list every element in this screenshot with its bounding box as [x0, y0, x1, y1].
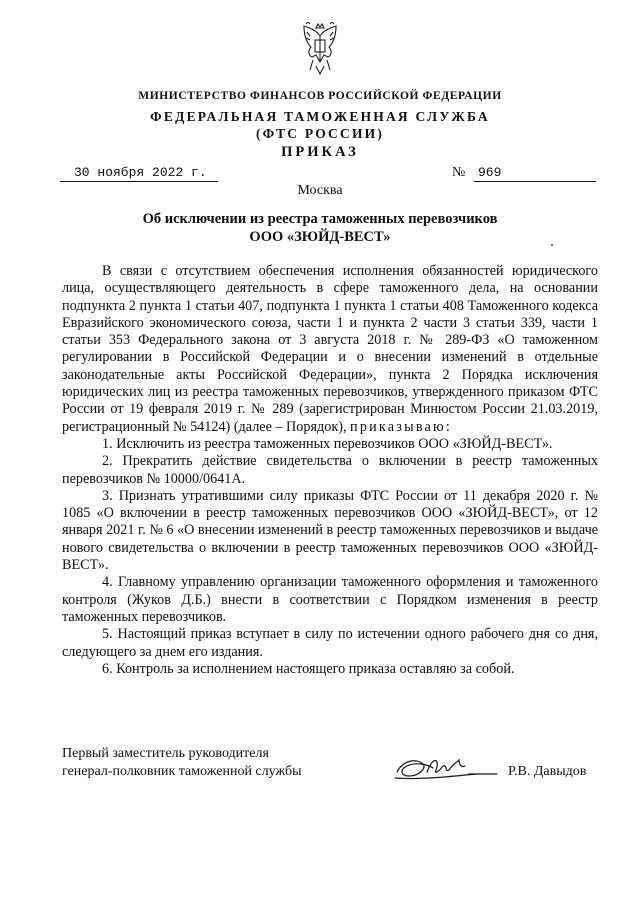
coat-of-arms-icon: [298, 22, 342, 76]
order-item-6: 6. Контроль за исполнением настоящего приказа оставляю за собой.: [102, 660, 515, 677]
order-item-3: 3. Признать утратившими силу приказы ФТС России от 11 декабря 2020 г. № 1085 «О включении в реестр таможенных перевозчиков ООО «ЗЮЙД-ВЕСТ», от 12 января 2021 г. № 6 «О внесении изменений в реестр таможенных перевозчиков и выдаче нового свидетельства о включении в реестр таможенных перевозчиков ООО «ЗЮЙД-ВЕСТ».: [62, 487, 598, 574]
order-item-4: 4. Главному управлению организации таможенного оформления и таможенного контроля (Жуков Д.Б.) внести в соответствии с Порядком изменения в реестр таможенных перевозчиков.: [62, 574, 598, 625]
signer-position: [62, 745, 301, 781]
signer-name: Р.В. Давыдов: [508, 764, 587, 779]
service-title: [0, 108, 640, 142]
service-abbr: (ФТС РОССИИ): [255, 126, 385, 141]
signer-position-line-2: генерал-полковник таможенной службы: [62, 764, 302, 779]
handwritten-signature: [393, 750, 501, 784]
document-body: [62, 263, 598, 678]
document-date: 30 ноября 2022 г.: [60, 165, 218, 182]
intro-paragraph: [62, 263, 598, 436]
subject-line-2: ООО «ЗЮЙД-ВЕСТ»: [249, 229, 391, 245]
intro-text: В связи с отсутствием обеспечения исполнения обязанностей юридического лица, осуществляющего деятельность в сфере таможенного дела, на основании подпункта 2 пункта 1 статьи 407, подпункта 1 пункта 1 статьи 408 Таможенного кодекса Евразийского экономического союза, части 1 и пункта 2 части 3 статьи 339, части 1 статьи 353 Федерального закона от 3 августа 2018 г. № 289-ФЗ «О таможенном регулировании в Российской Федерации и о внесении изменений в отдельные законодательные акты Российской Федерации», пункта 2 Порядка исключения юридических лиц из реестра таможенных перевозчиков, утвержденного приказом ФТС России от 19 февраля 2019 г. № 289 (зарегистрирован Минюстом России 21.03.2019, регистрационный № 54124) (далее – Порядок),: [62, 263, 598, 435]
order-word: приказываю:: [350, 418, 452, 435]
document-city: Москва: [297, 183, 343, 198]
document-number: 969: [474, 165, 596, 182]
order-item-5: 5. Настоящий приказ вступает в силу по истечении одного рабочего дня со дня, следующего за днем его издания.: [62, 626, 598, 660]
order-item-2: 2. Прекратить действие свидетельства о включении в реестр таможенных перевозчиков № 10000/0641А.: [62, 453, 598, 487]
order-item-1: 1. Исключить из реестра таможенных перевозчиков ООО «ЗЮЙД-ВЕСТ».: [102, 435, 553, 452]
signer-position-line-1: Первый заместитель руководителя: [62, 746, 269, 761]
subject-line-1: Об исключении из реестра таможенных перевозчиков: [142, 211, 498, 227]
stray-mark: [551, 244, 553, 246]
document-type: ПРИКАЗ: [281, 144, 359, 160]
service-name: ФЕДЕРАЛЬНАЯ ТАМОЖЕННАЯ СЛУЖБА: [150, 109, 490, 124]
ministry-title: МИНИСТЕРСТВО ФИНАНСОВ РОССИЙСКОЙ ФЕДЕРАЦИИ: [138, 90, 502, 102]
document-subject: [0, 210, 640, 246]
document-number-label: №: [452, 165, 466, 180]
